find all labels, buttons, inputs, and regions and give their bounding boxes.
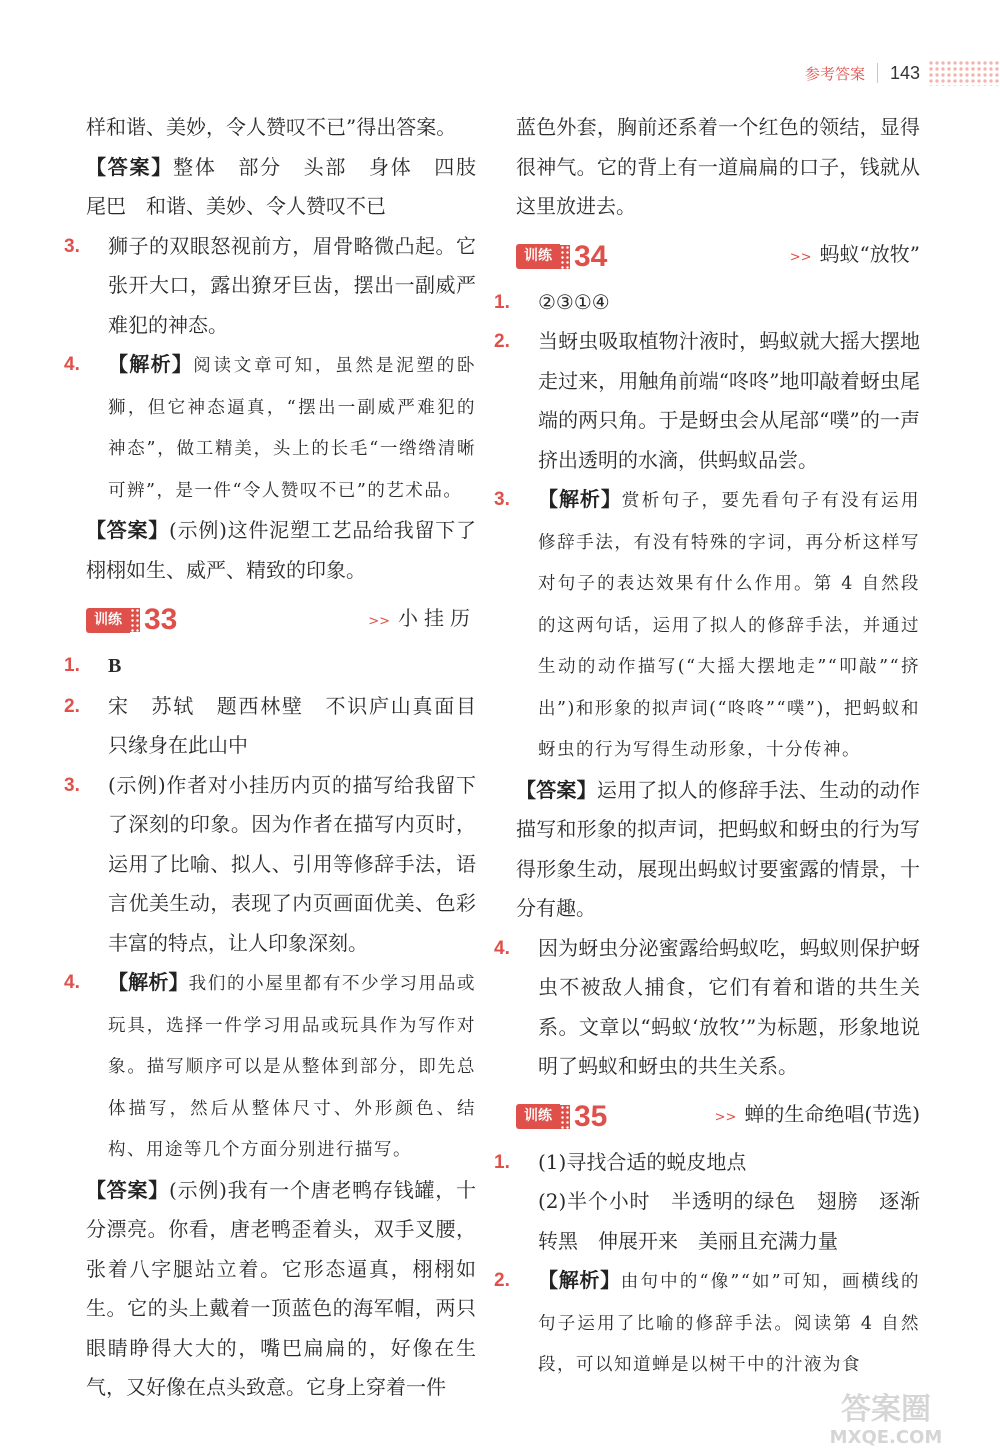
question-3: 3. 狮子的双眼怒视前方，眉骨略微凸起。它张开大口，露出獠牙巨齿，摆出一副威严难犯的神态。 [86, 227, 476, 346]
answer-2: 2. 宋 苏轼 题西林壁 不识庐山真面目 只缘身在此山中 [86, 687, 476, 766]
analysis-tag: 【解析】 [538, 487, 622, 511]
question-number: 1. [494, 291, 510, 313]
answer-block: 【答案】整体 部分 头部 身体 四肢 尾巴 和谐、美妙、令人赞叹不已 [86, 154, 497, 218]
page-number: 143 [889, 62, 920, 83]
grid-pattern-icon [560, 245, 570, 269]
header-divider [877, 63, 878, 83]
analysis-tag: 【解析】 [538, 1268, 621, 1292]
training-badge [516, 1097, 607, 1137]
answer-block: 【答案】(示例)这件泥塑工艺品给我留下了栩栩如生、威严、精致的印象。 [86, 518, 476, 582]
question-number: 3. [64, 774, 80, 796]
answer-1: 1. (1)寻找合适的蜕皮地点 (2)半个小时 半透明的绿色 翅膀 逐渐转黑 伸展开来 美丽且充满力量 [516, 1143, 920, 1262]
question-4: 4. 【解析】阅读文章可知，虽然是泥塑的卧狮，但它神态逼真，“摆出一副威严难犯的神态”，做工精美，头上的长毛“一绺绺清晰可辨”，是一件“令人赞叹不已”的艺术品。 [86, 345, 476, 511]
question-number: 3. [494, 489, 510, 510]
analysis-tag: 【解析】 [108, 352, 194, 376]
question-number: 4. [64, 972, 80, 993]
question-number: 2. [494, 331, 510, 352]
answer-tag: 【答案】 [86, 518, 170, 542]
grid-pattern-icon [130, 608, 140, 632]
question-number: 4. [494, 937, 510, 959]
double-arrow-icon: >> [714, 1110, 737, 1126]
training-label: 训练 [516, 244, 560, 269]
watermark-url: MXQE.COM [829, 1427, 943, 1447]
training-badge [86, 600, 177, 640]
training-header-33 [86, 600, 476, 640]
header-label: 参考答案 [804, 64, 865, 83]
paragraph: 蓝色外套，胸前还系着一个红色的领结，显得很神气。它的背上有一道扁扁的口子，钱就从这里放进去。 [516, 115, 920, 218]
answer-tag: 【答案】 [86, 1177, 170, 1202]
training-number: 34 [574, 239, 608, 273]
answer-tag: 【答案】 [516, 777, 597, 802]
right-column [494, 108, 921, 1386]
question-number: 2. [494, 1270, 510, 1291]
answer-2: 2. 【解析】由句中的“像”“如”可知，画横线的句子运用了比喻的修辞手法。阅读第 4 自然段，可以知道蝉是以树干中的汁液为食 [516, 1261, 920, 1386]
training-title: >> 蚂蚁“放牧” [789, 242, 920, 267]
page-header [805, 58, 1000, 88]
training-label: 训练 [516, 1104, 560, 1129]
question-number: 3. [64, 235, 80, 257]
training-number: 33 [144, 603, 178, 637]
answer-1: 1. ②③①④ [516, 283, 920, 323]
training-label: 训练 [86, 608, 130, 633]
training-number: 35 [574, 1099, 608, 1133]
watermark-text: 答案圈 [841, 1392, 931, 1427]
left-column [64, 108, 497, 1408]
training-badge [516, 237, 607, 277]
answer-4: 4. 【解析】我们的小屋里都有不少学习用品或玩具，选择一件学习用品或玩具作为写作对象。描写顺序可以是从整体到部分，即先总体描写，然后从整体尺寸、外形颜色、结构、用途等几个方面分别进行描写。 [86, 963, 476, 1171]
answer-1: 1. B [86, 646, 476, 687]
answer-block: 【答案】(示例)我有一个唐老鸭存钱罐，十分漂亮。你看，唐老鸭歪着头，双手叉腰，张着八字腿站立着。它形态逼真，栩栩如生。它的头上戴着一顶蓝色的海军帽，两只眼睛睁得大大的，嘴巴扁扁的，好像在生气，又好像在点头致意。它身上穿着一件 [86, 1177, 476, 1399]
answer-tag: 【答案】 [86, 154, 174, 179]
paragraph: 样和谐、美妙，令人赞叹不已”得出答案。 [86, 115, 457, 139]
answer-4: 4. 因为蚜虫分泌蜜露给蚂蚁吃，蚂蚁则保护蚜虫不被敌人捕食，它们有着和谐的共生关系。文章以“蚂蚁‘放牧’”为标题，形象地说明了蚂蚁和蚜虫的共生关系。 [516, 929, 920, 1087]
answer-3: 3. (示例)作者对小挂历内页的描写给我留下了深刻的印象。因为作者在描写内页时，运用了比喻、拟人、引用等修辞手法，语言优美生动，表现了内页画面优美、色彩丰富的特点，让人印象深刻。 [86, 766, 476, 964]
question-number: 4. [64, 354, 80, 375]
double-arrow-icon: >> [789, 250, 812, 266]
training-header-35 [516, 1097, 920, 1137]
analysis-tag: 【解析】 [108, 970, 189, 994]
question-number: 1. [494, 1151, 510, 1173]
answer-3: 3. 【解析】赏析句子，要先看句子有没有运用修辞手法，有没有特殊的字词，再分析这样写对句子的表达效果有什么作用。第 4 自然段的这两句话，运用了拟人的修辞手法，并通过生动的动作描写(“大摇大摆地走”“叩敲”“挤出”)和形象的拟声词(“咚咚”“噗”)，把蚂蚁和蚜虫的行为写得生动形象，十分传神。 [516, 480, 920, 771]
question-number: 1. [64, 655, 80, 676]
dot-pattern-icon [928, 60, 1000, 86]
training-title: >> 蝉的生命绝唱(节选) [714, 1102, 920, 1127]
grid-pattern-icon [560, 1105, 570, 1129]
double-arrow-icon: >> [368, 613, 390, 629]
training-title: >> 小挂历 [368, 605, 476, 630]
answer-block: 【答案】运用了拟人的修辞手法、生动的动作描写和形象的拟声词，把蚂蚁和蚜虫的行为写得形象生动，展现出蚂蚁讨要蜜露的情景，十分有趣。 [516, 777, 921, 920]
training-header-34 [516, 237, 920, 277]
question-number: 2. [64, 695, 80, 717]
watermark-logo [786, 1387, 986, 1447]
answer-2: 2. 当蚜虫吸取植物汁液时，蚂蚁就大摇大摆地走过来，用触角前端“咚咚”地叩敲着蚜虫尾端的两只角。于是蚜虫会从尾部“噗”的一声挤出透明的水滴，供蚂蚁品尝。 [516, 322, 920, 480]
